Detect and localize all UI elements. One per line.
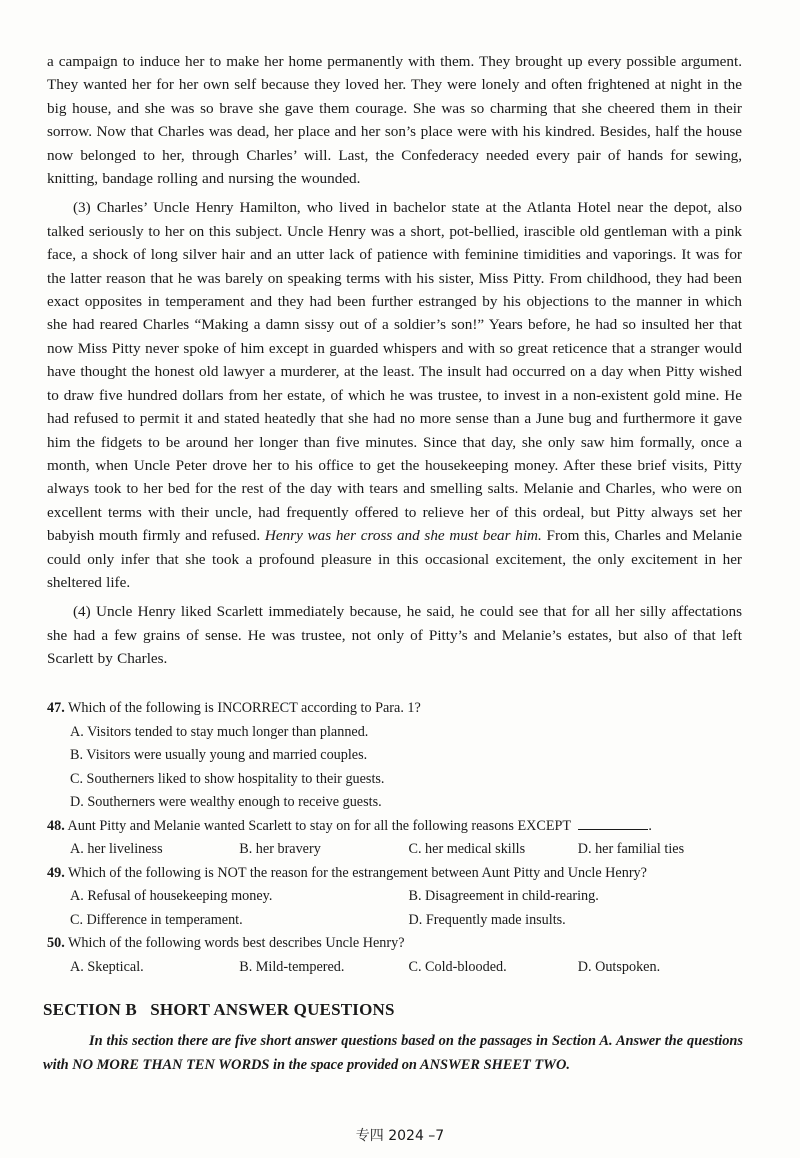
options-49-row1 (47, 885, 747, 909)
option-d[interactable]: D. Southerners were wealthy enough to receive guests. (70, 794, 382, 810)
question-text: Which of the following words best describes Uncle Henry? (68, 935, 405, 951)
paragraph-3-text-b: From this, Charles and Melanie could only infer that she took a profound pleasure in this occasional excitement, the only excitement in her sheltered life. (47, 527, 742, 591)
blank-period: . (648, 817, 652, 834)
page-footer: 专四 2024 –7 (355, 1128, 445, 1144)
options-48 (47, 838, 747, 862)
option-d[interactable]: D. her familial ties (577, 841, 685, 857)
option-a[interactable]: A. Skeptical. (70, 958, 144, 975)
question-number: 50. (47, 935, 65, 951)
option-d[interactable]: D. Outspoken. (577, 958, 661, 975)
question-number: 47. (47, 700, 65, 716)
question-50 (47, 932, 747, 956)
section-b-instructions: In this section there are five short answer questions based on the passages in Section A. Answer the questions with NO MORE THAN TEN WORDS in the space provided on ANSWER SHEET TWO. (43, 1033, 743, 1073)
option-b[interactable]: B. her bravery (239, 841, 321, 857)
options-47 (47, 721, 747, 815)
option-b[interactable]: B. Visitors were usually young and married couples. (70, 747, 368, 763)
reading-passage (47, 50, 742, 677)
paragraph-3-text-a: (3) Charles’ Uncle Henry Hamilton, who lived in bachelor state at the Atlanta Hotel near the depot, also talked seriously to her on this subject. Uncle Henry was a short, pot-bellied, irascible old gentleman with a pink face, a shock of long silver hair and an utter lack of patience with feminine timidities and vaporings. It was for the latter reason that he was barely on speaking terms with his sister, Miss Pitty. From childhood, they had been exact opposites in temperament and they had been further estranged by his objections to the manner in which she had reared Charles “Making a damn sissy out of a soldier’s son!” Years before, he had so insulted her that now Miss Pitty never spoke of him except in guarded whispers and with so great reticence that a stranger would have thought the honest old lawyer a murderer, at the least. The insult had occurred on a day when Pitty wished to draw five hundred dollars from her estate, of which he was trustee, to invest in a non-existent gold mine. He had refused to permit it and stated heatedly that she had no more sense than a June bug and furthermore it gave him the fidgets to be around her longer than five minutes. Since that day, she only saw him formally, once a month, when Uncle Peter drove her to his office to get the housekeeping money. After these brief visits, Pitty always took to her bed for the rest of the day with tears and smelling salts. Melanie and Charles, who were on excellent terms with their uncle, had frequently offered to relieve her of this ordeal, but Pitty always set her babyish mouth firmly and refused. (47, 199, 742, 545)
question-text: Which of the following is INCORRECT according to Para. 1? (68, 700, 421, 716)
question-49 (47, 862, 747, 886)
option-a[interactable]: A. Visitors tended to stay much longer than planned. (70, 723, 369, 740)
option-a[interactable]: A. Refusal of housekeeping money. (70, 888, 273, 904)
paragraph-3-italic-quote: Henry was her cross and she must bear him. (264, 527, 542, 545)
question-47 (47, 697, 747, 721)
answer-blank (578, 817, 648, 830)
paragraph-3 (47, 196, 742, 594)
option-c[interactable]: C. Difference in temperament. (70, 911, 243, 928)
question-text: Aunt Pitty and Melanie wanted Scarlett to stay on for all the following reasons EXCEPT (67, 817, 571, 834)
option-b[interactable]: B. Disagreement in child-rearing. (408, 888, 599, 904)
option-c[interactable]: C. Cold-blooded. (408, 958, 507, 975)
options-49-row2 (47, 909, 747, 933)
option-b[interactable]: B. Mild-tempered. (239, 958, 345, 975)
option-d[interactable]: D. Frequently made insults. (408, 911, 566, 928)
section-b-title: SECTION B SHORT ANSWER QUESTIONS (43, 1000, 395, 1019)
option-c[interactable]: C. Southerners liked to show hospitality to their guests. (70, 770, 385, 787)
section-b (43, 1000, 743, 1077)
question-text: Which of the following is NOT the reason for the estrangement between Aunt Pitty and Uncle Henry? (68, 864, 647, 881)
options-50 (47, 956, 747, 980)
paragraph-4: (4) Uncle Henry liked Scarlett immediately because, he said, he could see that for all her silly affectations she had a few grains of sense. He was trustee, not only of Pitty’s and Melanie’s estates, but also of that left Scarlett by Charles. (47, 603, 742, 668)
question-48 (47, 815, 747, 839)
option-a[interactable]: A. her liveliness (70, 841, 163, 857)
question-number: 49. (47, 864, 65, 881)
paragraph-2-continued: a campaign to induce her to make her home permanently with them. They brought up every possible argument. They wanted her for her own self because they loved her. They were lonely and often frightened at night in the big house, and she was so brave she gave them courage. She was so charming that she cheered them in their sorrow. Now that Charles was dead, her place and her son’s place were with his kindred. Besides, half the house now belonged to her, through Charles’ will. Last, the Confederacy needed every pair of hands for sewing, knitting, bandage rolling and nursing the wounded. (47, 53, 742, 188)
option-c[interactable]: C. her medical skills (408, 841, 526, 857)
question-number: 48. (47, 817, 65, 834)
question-list (47, 697, 747, 979)
